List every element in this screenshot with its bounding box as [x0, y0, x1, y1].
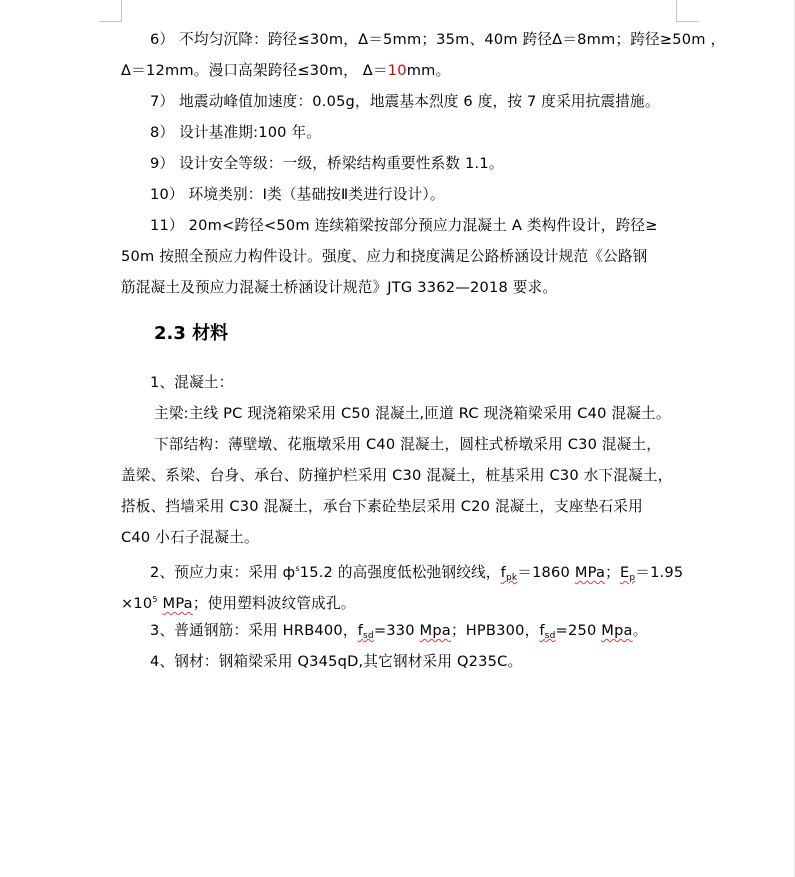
m2-sup: s: [295, 564, 300, 573]
material-4: 4、钢材：钢箱梁采用 Q345qD,其它钢材采用 Q235C。: [150, 653, 523, 670]
m3-text-b: =330: [373, 622, 420, 639]
m3-fsd-1: [358, 622, 374, 639]
m2-text-d: ；: [605, 564, 620, 581]
item-11-line-3: 筋混凝土及预应力混凝土桥涵设计规范》JTG 3362—2018 要求。: [121, 279, 558, 296]
m3-text-a: 3、普通钢筋：采用 HRB400，: [150, 622, 358, 639]
item-7: 7） 地震动峰值加速度：0.05g，地震基本烈度 6 度，按 7 度采用抗震措施。: [150, 93, 660, 110]
item-10: 10） 环境类别：Ⅰ类（基础按Ⅱ类进行设计）。: [150, 186, 445, 203]
m2-E: E: [619, 564, 630, 581]
material-sub-line-2: 盖梁、系梁、台身、承台、防撞护栏采用 C30 混凝土，桩基采用 C30 水下混凝土，: [121, 467, 673, 484]
m2-l2-text-a: ×10: [121, 595, 153, 612]
section-heading: 2.3 材料: [154, 323, 229, 344]
crop-mark-right: [676, 0, 677, 22]
material-2-line-2: [121, 590, 356, 614]
m2-f: f: [500, 564, 506, 581]
m3-text-d: =250: [555, 622, 602, 639]
material-main-beam: 主梁:主线 PC 现浇箱梁采用 C50 混凝土,匝道 RC 现浇箱梁采用 C40 混凝土。: [154, 405, 671, 422]
material-sub-line-3: 搭板、挡墙采用 C30 混凝土，承台下素砼垫层采用 C20 混凝土，支座垫石采用: [121, 498, 643, 515]
crop-mark-left-h: [99, 21, 121, 22]
item-6-text: Δ＝12mm。漫口高架跨径≤30m， Δ＝: [121, 62, 388, 79]
m2-E-sub: p: [629, 573, 636, 583]
m2-text-a: 2、预应力束：采用 ф: [150, 564, 296, 581]
m3-fsd-2: [539, 622, 555, 639]
m2-l2-sup: 5: [152, 595, 158, 604]
item-9: 9） 设计安全等级：一级，桥梁结构重要性系数 1.1。: [150, 155, 504, 172]
material-2-line-1: [150, 559, 683, 588]
crop-mark-left: [121, 0, 122, 22]
m2-text-e: ＝1.95: [635, 564, 684, 581]
crop-mark-right-h: [677, 21, 699, 22]
material-sub-line-1: 下部结构：薄壁墩、花瓶墩采用 C40 混凝土，圆柱式桥墩采用 C30 混凝土，: [154, 436, 662, 453]
material-1-title: 1、混凝土：: [150, 374, 234, 391]
item-11-line-1: 11） 20m<跨径<50m 连续箱梁按部分预应力混凝土 A 类构件设计，跨径≥: [150, 217, 658, 234]
m2-fpk: [501, 564, 518, 581]
m2-f-sub: pk: [505, 573, 518, 583]
item-6-red-value: 10: [387, 62, 407, 79]
m3-f2: f: [539, 622, 545, 639]
m3-unit-2: Mpa: [601, 622, 633, 639]
m2-l2-text-b: ；使用塑料波纹管成孔。: [192, 595, 356, 612]
item-6-line-1: 6） 不均匀沉降：跨径≤30m，Δ＝5mm；35m、40m 跨径Δ＝8mm；跨径≥50m ，: [150, 31, 726, 48]
m3-f1-sub: sd: [363, 631, 374, 641]
m2-l2-unit: MPa: [162, 595, 193, 612]
item-6-unit: mm。: [406, 62, 451, 79]
m3-f2-sub: sd: [544, 631, 556, 641]
m3-text-c: ；HPB300，: [450, 622, 540, 639]
m3-f1: f: [357, 622, 363, 639]
m2-text-c: ＝1860: [517, 564, 575, 581]
item-11-line-2: 50m 按照全预应力构件设计。强度、应力和挠度满足公路桥涵设计规范《公路钢: [121, 248, 648, 265]
item-6-line-2: [121, 61, 450, 81]
m3-unit-1: Mpa: [419, 622, 451, 639]
item-8: 8） 设计基准期:100 年。: [150, 124, 322, 141]
m2-Ep: [620, 564, 635, 581]
material-3: [150, 621, 647, 646]
material-sub-line-4: C40 小石子混凝土。: [121, 529, 259, 546]
m3-text-e: 。: [632, 622, 648, 639]
m2-unit-1: MPa: [574, 564, 606, 581]
m2-text-b: 15.2 的高强度低松弛钢绞线，: [299, 564, 501, 581]
